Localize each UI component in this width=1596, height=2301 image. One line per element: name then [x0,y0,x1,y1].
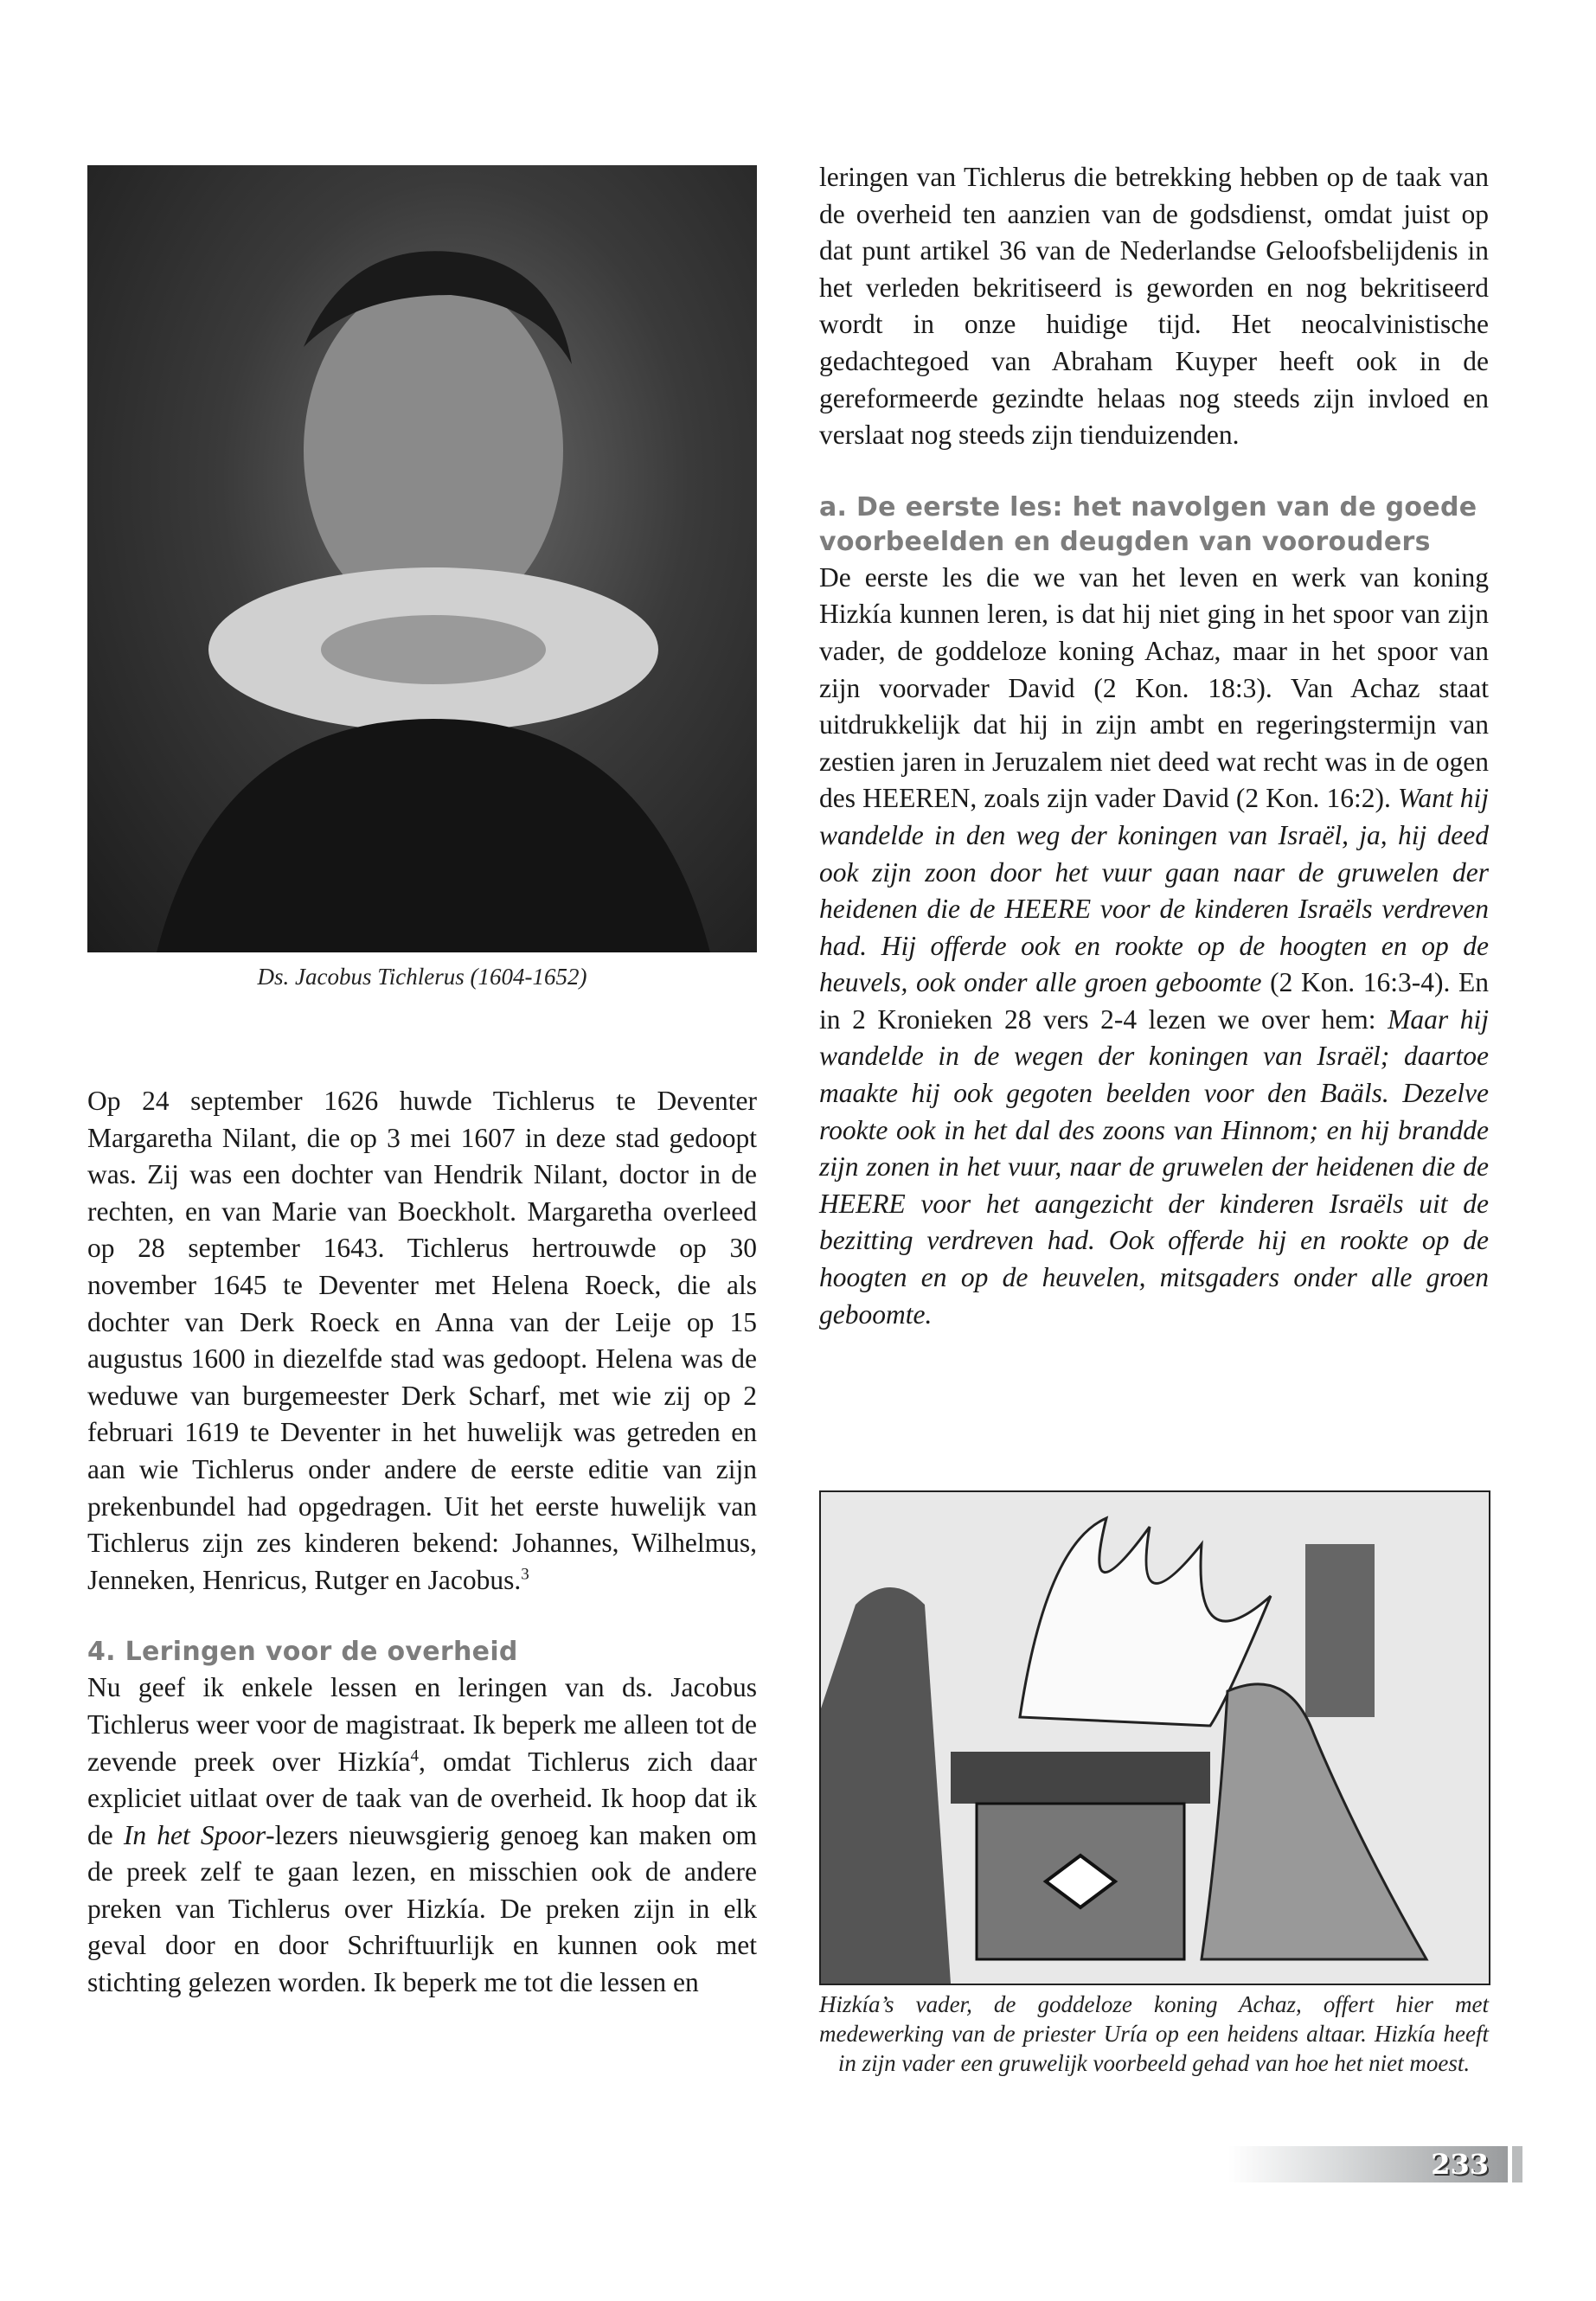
page-number-bar [1228,2146,1508,2182]
subsection-heading: a. De eerste les: het navolgen van de goede voorbeelden en deugden van voorouders [819,491,1477,557]
page-number: 233 [1431,2148,1489,2181]
text-run: Nu geef ik enkele lessen en leringen van ds. Jacobus Tichlerus weer voor de magistraat. Ik beperk me alleen tot de zevende preek over Hizkía [87,1672,757,1777]
left-column [87,1083,757,2002]
italic-text: Maar hij wandelde in de wegen der koningen van Israël; daartoe maakte hij ook gegoten beelden voor den Baäls. Dezelve rookte ook in het dal des zoons van Hinnom; en hij brandde zijn zonen in het vuur, naar de gruwelen der heidenen die de HEERE voor het aangezicht der kinderen Israëls uit de bezitting verdreven had. Ook offerde hij en rookte op de hoogten en op de heuvelen, mitsgaders onder alle groen geboomte. [819,1003,1489,1330]
section-heading: 4. Leringen voor de overheid [87,1637,518,1668]
italic-text: In het Spoor [123,1819,266,1850]
engraving-caption: Hizkía’s vader, de goddeloze koning Achaz, offert hier met medewerking van de priester Uría op een heidens altaar. Hizkía heeft in zijn vader een gruwelijk voorbeeld gehad van hoe het niet moest. [819,1991,1489,2076]
text-run: leringen van Tichlerus die betrekking hebben op de taak van de overheid ten aanzien van de godsdienst, omdat juist op dat punt artikel 36 van de Nederlandse Geloofsbelijdenis in het verleden bekritiseerd is geworden en nog bekritiseerd wordt in onze huidige tijd. Het neocalvinistische gedachtegoed van Abraham Kuyper heeft ook in de gereformeerde gezindte helaas nog steeds zijn invloed en verslaat nog steeds zijn tienduizenden. [819,162,1489,451]
portrait-caption: Ds. Jacobus Tichlerus (1604-1652) [257,964,587,990]
footnote-ref: 3 [521,1565,529,1584]
text-run: Op 24 september 1626 huwde Tichlerus te Deventer Margaretha Nilant, die op 3 mei 1607 in deze stad gedoopt was. Zij was een dochter van Hendrik Nilant, doctor in de rechten, en van Marie van Boeckholt. Margaretha overleed op 28 september 1643. Tichlerus hertrouwde op 30 november 1645 te Deventer met Helena Roeck, die als dochter van Derk Roeck en Anna van der Leije op 15 augustus 1600 in diezelfde stad was gedoopt. Helena was de weduwe van burgemeester Derk Scharf, met wie zij op 2 februari 1619 te Deventer in het huwelijk was getreden en aan wie Tichlerus onder andere de eerste editie van zijn prekenbundel had opgedragen. Uit het eerste huwelijk van Tichlerus zijn zes kinderen bekend: Johannes, Wilhelmus, Jenneken, Henricus, Rutger en Jacobus. [87,1086,757,1595]
text-run: De eerste les die we van het leven en werk van koning Hizkía kunnen leren, is dat hij niet ging in het spoor van zijn vader, de goddeloze koning Achaz, maar in het spoor van zijn voorvader David (2 Kon. 18:3). Van Achaz staat uitdrukkelijk dat hij in zijn ambt en regeringstermijn van zestien jaren in Jeruzalem niet deed wat recht was in de ogen des HEEREN, zoals zijn vader David (2 Kon. 16:2). [819,561,1489,814]
portrait-image [87,165,757,952]
page-bar-accent [1512,2146,1522,2182]
italic-text: Want hij wandelde in den weg der koningen van Israël, ja, hij deed ook zijn zoon door het vuur gaan naar de gruwelen der heidenen die de HEERE voor de kinderen Israëls verdreven had. Hij offerde ook en rookte op de hoogten en op de heuvels, ook onder alle groen geboomte [819,783,1489,998]
engraving-image [819,1490,1490,1985]
footnote-ref: 4 [410,1747,419,1765]
paragraph [819,560,1489,1333]
paragraph [87,1083,757,1599]
text-run: -lezers nieuwsgierig genoeg kan maken om de preek zelf te gaan lezen, en misschien ook de andere preken van Tichlerus over Hizkía. De preken zijn in elk geval door en door Schriftuurlijk en kunnen ook met stichting gelezen worden. Ik beperk me tot die lessen en [87,1819,758,1998]
text-run: , omdat Tichlerus zich daar expliciet uitlaat over de taak van de overheid. Ik hoop dat ik de [87,1746,757,1850]
right-column [819,159,1489,1333]
text-run: (2 Kon. 16:3-4). En in 2 Kronieken 28 vers 2-4 lezen we over hem: [819,967,1489,1035]
paragraph [87,1670,757,2001]
paragraph [819,159,1489,454]
